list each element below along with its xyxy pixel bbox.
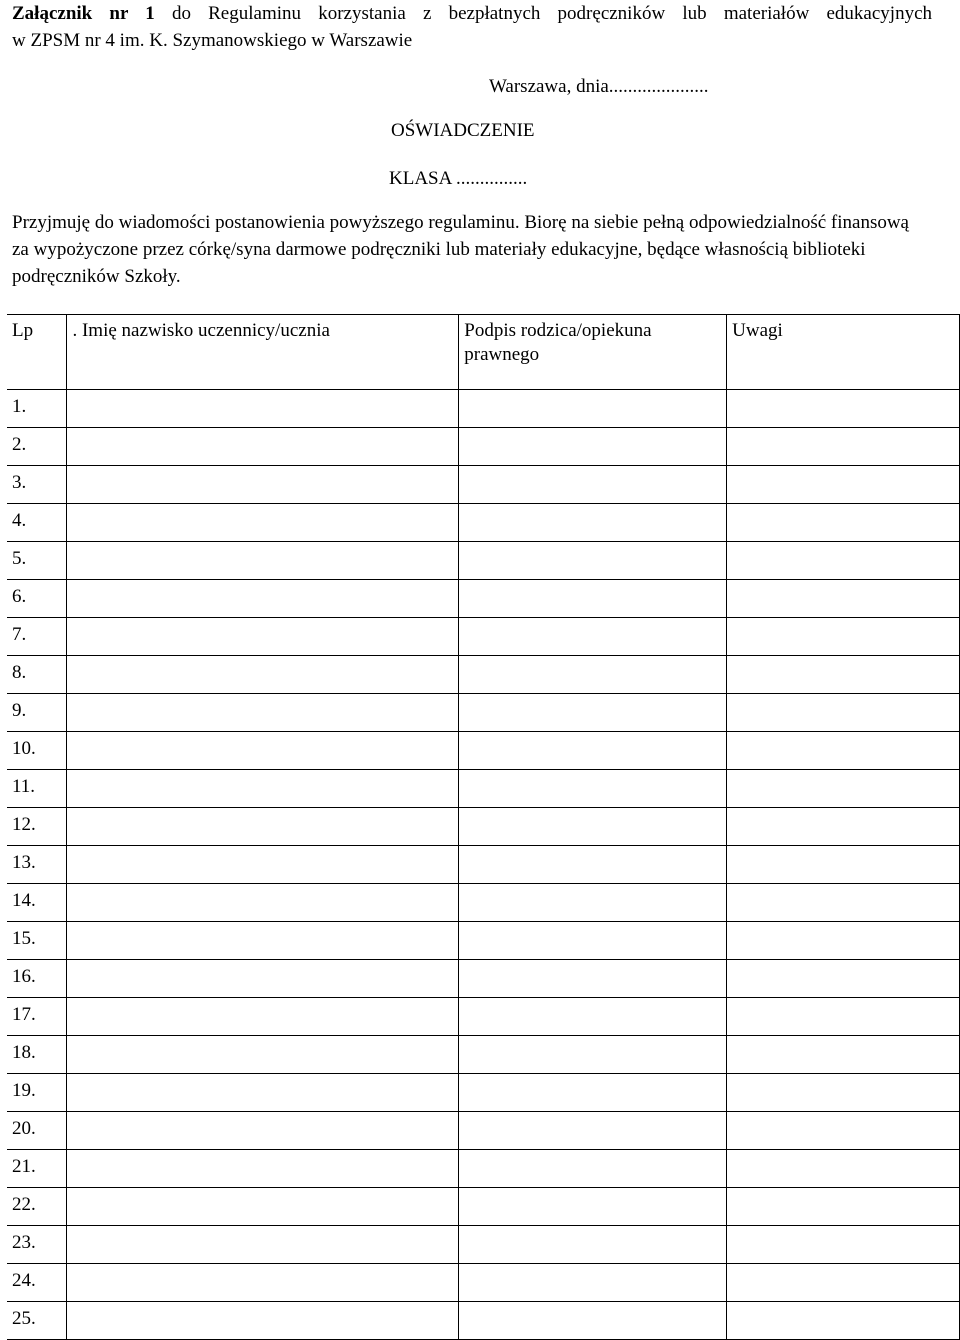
parent-signature-cell[interactable] bbox=[459, 656, 727, 694]
remarks-cell[interactable] bbox=[727, 1302, 960, 1340]
parent-signature-cell[interactable] bbox=[459, 922, 727, 960]
student-name-cell[interactable] bbox=[67, 1150, 459, 1188]
student-name-cell[interactable] bbox=[67, 466, 459, 504]
parent-signature-cell[interactable] bbox=[459, 1150, 727, 1188]
table-row bbox=[7, 1264, 960, 1302]
row-number: 9. bbox=[7, 694, 67, 732]
student-name-cell[interactable] bbox=[67, 1112, 459, 1150]
parent-signature-cell[interactable] bbox=[459, 884, 727, 922]
remarks-cell[interactable] bbox=[727, 542, 960, 580]
parent-signature-cell[interactable] bbox=[459, 504, 727, 542]
regulation-reference: do Regulaminu korzystania z bezpłatnych podręczników lub materiałów edukacyjnych bbox=[171, 3, 932, 24]
row-number: 4. bbox=[7, 504, 67, 542]
parent-signature-cell[interactable] bbox=[459, 618, 727, 656]
table-row bbox=[7, 656, 960, 694]
student-name-cell[interactable] bbox=[67, 428, 459, 466]
student-name-cell[interactable] bbox=[67, 960, 459, 998]
row-number: 20. bbox=[7, 1112, 67, 1150]
date-line: Warszawa, dnia..................... bbox=[489, 76, 709, 97]
table-row bbox=[7, 1112, 960, 1150]
row-number: 17. bbox=[7, 998, 67, 1036]
attachment-header bbox=[12, 0, 932, 54]
row-number: 24. bbox=[7, 1264, 67, 1302]
document-title: OŚWIADCZENIE bbox=[391, 120, 535, 141]
table-row bbox=[7, 618, 960, 656]
column-header-name: . Imię nazwisko uczennicy/ucznia bbox=[67, 315, 459, 390]
row-number: 22. bbox=[7, 1188, 67, 1226]
student-name-cell[interactable] bbox=[67, 580, 459, 618]
remarks-cell[interactable] bbox=[727, 1188, 960, 1226]
remarks-cell[interactable] bbox=[727, 998, 960, 1036]
student-name-cell[interactable] bbox=[67, 1302, 459, 1340]
table-row bbox=[7, 960, 960, 998]
row-number: 1. bbox=[7, 390, 67, 428]
remarks-cell[interactable] bbox=[727, 1226, 960, 1264]
parent-signature-cell[interactable] bbox=[459, 1226, 727, 1264]
student-name-cell[interactable] bbox=[67, 846, 459, 884]
remarks-cell[interactable] bbox=[727, 884, 960, 922]
parent-signature-cell[interactable] bbox=[459, 1036, 727, 1074]
row-number: 2. bbox=[7, 428, 67, 466]
remarks-cell[interactable] bbox=[727, 656, 960, 694]
signature-table-body bbox=[7, 315, 960, 1340]
row-number: 18. bbox=[7, 1036, 67, 1074]
column-header-remarks: Uwagi bbox=[727, 315, 960, 390]
row-number: 23. bbox=[7, 1226, 67, 1264]
parent-signature-cell[interactable] bbox=[459, 1188, 727, 1226]
parent-signature-cell[interactable] bbox=[459, 1302, 727, 1340]
student-name-cell[interactable] bbox=[67, 770, 459, 808]
remarks-cell[interactable] bbox=[727, 1264, 960, 1302]
remarks-cell[interactable] bbox=[727, 770, 960, 808]
remarks-cell[interactable] bbox=[727, 960, 960, 998]
table-row bbox=[7, 998, 960, 1036]
row-number: 8. bbox=[7, 656, 67, 694]
table-row bbox=[7, 390, 960, 428]
remarks-cell[interactable] bbox=[727, 580, 960, 618]
remarks-cell[interactable] bbox=[727, 846, 960, 884]
table-row bbox=[7, 504, 960, 542]
parent-signature-cell[interactable] bbox=[459, 770, 727, 808]
table-row bbox=[7, 1188, 960, 1226]
table-row bbox=[7, 884, 960, 922]
row-number: 16. bbox=[7, 960, 67, 998]
remarks-cell[interactable] bbox=[727, 504, 960, 542]
row-number: 19. bbox=[7, 1074, 67, 1112]
parent-signature-cell[interactable] bbox=[459, 808, 727, 846]
student-name-cell[interactable] bbox=[67, 1264, 459, 1302]
table-row bbox=[7, 1302, 960, 1340]
student-name-cell[interactable] bbox=[67, 390, 459, 428]
column-header-lp: Lp bbox=[7, 315, 67, 390]
row-number: 25. bbox=[7, 1302, 67, 1340]
header-line-2: w ZPSM nr 4 im. K. Szymanowskiego w Warszawie bbox=[12, 30, 413, 51]
table-row bbox=[7, 1150, 960, 1188]
remarks-cell[interactable] bbox=[727, 1036, 960, 1074]
row-number: 15. bbox=[7, 922, 67, 960]
table-row bbox=[7, 922, 960, 960]
parent-signature-cell[interactable] bbox=[459, 694, 727, 732]
table-row bbox=[7, 846, 960, 884]
table-row bbox=[7, 428, 960, 466]
signature-table bbox=[7, 314, 960, 1340]
table-row bbox=[7, 770, 960, 808]
remarks-cell[interactable] bbox=[727, 732, 960, 770]
student-name-cell[interactable] bbox=[67, 998, 459, 1036]
attachment-label: Załącznik nr 1 bbox=[12, 3, 155, 24]
student-name-cell[interactable] bbox=[67, 656, 459, 694]
row-number: 3. bbox=[7, 466, 67, 504]
parent-signature-cell[interactable] bbox=[459, 732, 727, 770]
parent-signature-cell[interactable] bbox=[459, 390, 727, 428]
row-number: 12. bbox=[7, 808, 67, 846]
parent-signature-cell[interactable] bbox=[459, 1112, 727, 1150]
parent-signature-cell[interactable] bbox=[459, 1264, 727, 1302]
remarks-cell[interactable] bbox=[727, 922, 960, 960]
parent-signature-cell[interactable] bbox=[459, 960, 727, 998]
declaration-text: Przyjmuję do wiadomości postanowienia powyższego regulaminu. Biorę na siebie pełną odpowiedzialność finansową za wypożyczone przez córkę/syna darmowe podręczniki lub materiały edukacyjne, będące własnością biblioteki podręczników Szkoły. bbox=[12, 212, 909, 287]
row-number: 13. bbox=[7, 846, 67, 884]
row-number: 21. bbox=[7, 1150, 67, 1188]
remarks-cell[interactable] bbox=[727, 390, 960, 428]
row-number: 5. bbox=[7, 542, 67, 580]
remarks-cell[interactable] bbox=[727, 618, 960, 656]
student-name-cell[interactable] bbox=[67, 542, 459, 580]
column-header-signature: Podpis rodzica/opiekuna prawnego bbox=[459, 315, 727, 390]
class-line: KLASA ............... bbox=[389, 168, 528, 189]
parent-signature-cell[interactable] bbox=[459, 542, 727, 580]
remarks-cell[interactable] bbox=[727, 1112, 960, 1150]
student-name-cell[interactable] bbox=[67, 618, 459, 656]
table-row bbox=[7, 694, 960, 732]
student-name-cell[interactable] bbox=[67, 1188, 459, 1226]
student-name-cell[interactable] bbox=[67, 808, 459, 846]
parent-signature-cell[interactable] bbox=[459, 1074, 727, 1112]
student-name-cell[interactable] bbox=[67, 884, 459, 922]
table-row bbox=[7, 1226, 960, 1264]
row-number: 10. bbox=[7, 732, 67, 770]
student-name-cell[interactable] bbox=[67, 694, 459, 732]
parent-signature-cell[interactable] bbox=[459, 428, 727, 466]
student-name-cell[interactable] bbox=[67, 732, 459, 770]
table-row bbox=[7, 732, 960, 770]
table-row bbox=[7, 542, 960, 580]
table-row bbox=[7, 466, 960, 504]
student-name-cell[interactable] bbox=[67, 1036, 459, 1074]
row-number: 11. bbox=[7, 770, 67, 808]
parent-signature-cell[interactable] bbox=[459, 580, 727, 618]
table-row bbox=[7, 1036, 960, 1074]
remarks-cell[interactable] bbox=[727, 466, 960, 504]
remarks-cell[interactable] bbox=[727, 694, 960, 732]
remarks-cell[interactable] bbox=[727, 1074, 960, 1112]
row-number: 6. bbox=[7, 580, 67, 618]
student-name-cell[interactable] bbox=[67, 1074, 459, 1112]
student-name-cell[interactable] bbox=[67, 504, 459, 542]
row-number: 14. bbox=[7, 884, 67, 922]
parent-signature-cell[interactable] bbox=[459, 846, 727, 884]
header-line-1 bbox=[12, 0, 932, 27]
remarks-cell[interactable] bbox=[727, 808, 960, 846]
table-row bbox=[7, 580, 960, 618]
parent-signature-cell[interactable] bbox=[459, 466, 727, 504]
student-name-cell[interactable] bbox=[67, 1226, 459, 1264]
parent-signature-cell[interactable] bbox=[459, 998, 727, 1036]
remarks-cell[interactable] bbox=[727, 1150, 960, 1188]
remarks-cell[interactable] bbox=[727, 428, 960, 466]
table-row bbox=[7, 1074, 960, 1112]
table-header-row bbox=[7, 315, 960, 390]
student-name-cell[interactable] bbox=[67, 922, 459, 960]
table-row bbox=[7, 808, 960, 846]
row-number: 7. bbox=[7, 618, 67, 656]
